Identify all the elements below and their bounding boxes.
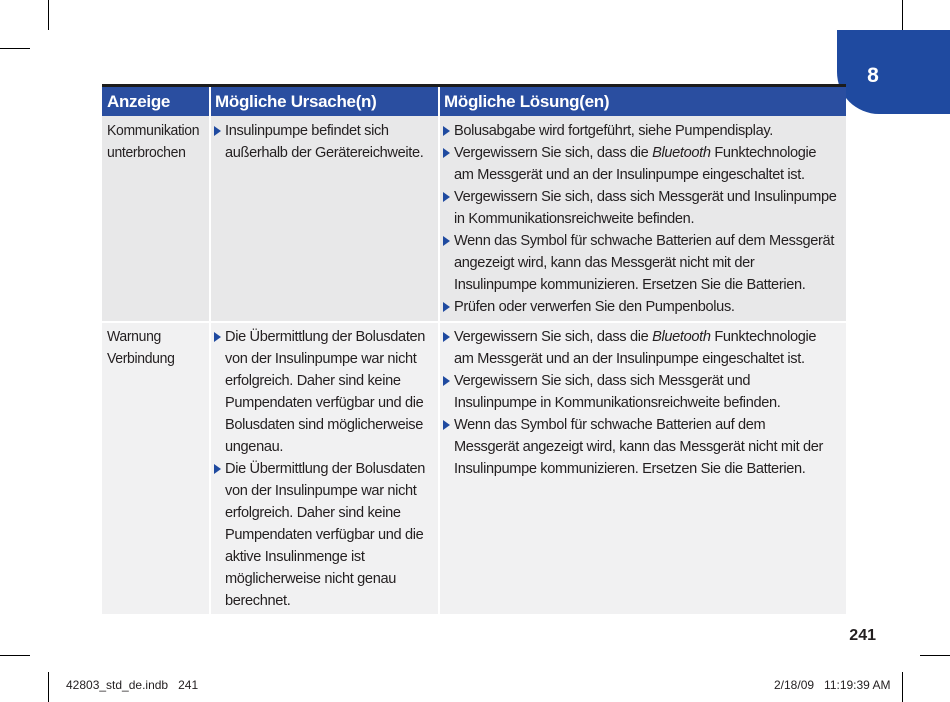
- solution-item: [441, 230, 846, 296]
- slug-right: 2/18/09 11:19:39 AM: [774, 678, 891, 692]
- solution-text: Bolusabgabe wird fortgeführt, siehe Pumpendisplay.: [454, 123, 773, 139]
- crop-mark: [0, 655, 30, 656]
- solution-item: [441, 370, 846, 414]
- page-number: 241: [849, 627, 876, 644]
- bullet-triangle-icon: [443, 236, 450, 246]
- cause-line: Pumpendaten verfügbar und die: [225, 395, 424, 411]
- solution-text: Prüfen oder verwerfen Sie den Pumpenbolus.: [454, 299, 735, 315]
- solution-text: Funktechnologie: [710, 145, 817, 161]
- solution-text: Vergewissern Sie sich, dass sich Messgerät und: [454, 373, 751, 389]
- row2-causes-list: [212, 326, 438, 612]
- cause-item: [212, 458, 438, 612]
- column-divider: [438, 116, 440, 321]
- column-divider: [209, 116, 211, 321]
- solution-item: [441, 186, 846, 230]
- cause-item: [212, 120, 438, 164]
- bullet-triangle-icon: [443, 148, 450, 158]
- bullet-triangle-icon: [443, 126, 450, 136]
- slug-left: 42803_std_de.indb 241: [66, 678, 199, 692]
- cause-line: Die Übermittlung der Bolusdaten: [225, 461, 426, 477]
- header-loesung: Mögliche Lösung(en): [444, 92, 610, 111]
- cause-line: Die Übermittlung der Bolusdaten: [225, 329, 426, 345]
- cause-line: Pumpendaten verfügbar und die: [225, 527, 424, 543]
- solution-item: [441, 296, 846, 318]
- cause-line: Insulinpumpe befindet sich: [225, 123, 389, 139]
- bullet-triangle-icon: [443, 192, 450, 202]
- solution-text: Wenn das Symbol für schwache Batterien auf dem Messgerät: [454, 233, 835, 249]
- solution-text: Vergewissern Sie sich, dass sich Messgerät und Insulinpumpe: [454, 189, 837, 205]
- crop-mark: [920, 655, 950, 656]
- solution-text: Vergewissern Sie sich, dass die: [454, 145, 653, 161]
- chapter-number: 8: [867, 64, 879, 87]
- solution-item: [441, 326, 846, 370]
- bullet-triangle-icon: [443, 420, 450, 430]
- cause-item: [212, 326, 438, 458]
- solution-text: am Messgerät und an der Insulinpumpe eingeschaltet ist.: [454, 351, 805, 367]
- cause-line: erfolgreich. Daher sind keine: [225, 505, 401, 521]
- row1-display: [107, 120, 207, 164]
- bullet-triangle-icon: [214, 464, 221, 474]
- cause-line: berechnet.: [225, 593, 291, 609]
- solution-text: Insulinpumpe kommunizieren. Ersetzen Sie die Batterien.: [454, 277, 806, 293]
- solution-item: [441, 414, 846, 480]
- solution-text: Insulinpumpe in Kommunikationsreichweite befinden.: [454, 395, 781, 411]
- cause-line: erfolgreich. Daher sind keine: [225, 373, 401, 389]
- column-divider: [209, 323, 211, 614]
- cause-line: Bolusdaten sind möglicherweise: [225, 417, 423, 433]
- row2-display: [107, 326, 207, 370]
- bullet-triangle-icon: [443, 332, 450, 342]
- solution-text: Wenn das Symbol für schwache Batterien auf dem: [454, 417, 766, 433]
- solution-text: angezeigt wird, kann das Messgerät nicht mit der: [454, 255, 755, 271]
- solution-italic-term: Bluetooth: [652, 329, 711, 345]
- header-ursache: Mögliche Ursache(n): [215, 92, 377, 111]
- crop-mark: [902, 0, 903, 30]
- header-divider: [209, 87, 211, 116]
- header-anzeige: Anzeige: [107, 92, 171, 111]
- row1-causes-list: [212, 120, 438, 164]
- header-divider: [438, 87, 440, 116]
- row2-display-line: Verbindung: [107, 351, 175, 367]
- row2-solutions-list: [441, 326, 846, 480]
- cause-line: aktive Insulinmenge ist: [225, 549, 365, 565]
- bullet-triangle-icon: [214, 332, 221, 342]
- crop-mark: [0, 48, 30, 49]
- crop-mark: [48, 0, 49, 30]
- row1-display-line: Kommunikation: [107, 123, 200, 139]
- solution-italic-term: Bluetooth: [652, 145, 711, 161]
- solution-item: [441, 120, 846, 142]
- solution-text: in Kommunikationsreichweite befinden.: [454, 211, 695, 227]
- solution-text: am Messgerät und an der Insulinpumpe eingeschaltet ist.: [454, 167, 805, 183]
- bullet-triangle-icon: [443, 302, 450, 312]
- solution-text: Messgerät angezeigt wird, kann das Messgerät nicht mit der: [454, 439, 824, 455]
- solution-text: Funktechnologie: [710, 329, 817, 345]
- bullet-triangle-icon: [214, 126, 221, 136]
- cause-line: möglicherweise nicht genau: [225, 571, 396, 587]
- solution-text: Insulinpumpe kommunizieren. Ersetzen Sie die Batterien.: [454, 461, 806, 477]
- row1-solutions-list: [441, 120, 846, 318]
- bullet-triangle-icon: [443, 376, 450, 386]
- solution-item: [441, 142, 846, 186]
- row1-display-line: unterbrochen: [107, 145, 186, 161]
- column-divider: [438, 323, 440, 614]
- crop-mark: [48, 672, 49, 702]
- chapter-tab: [837, 30, 950, 114]
- cause-line: ungenau.: [225, 439, 284, 455]
- crop-mark: [902, 672, 903, 702]
- solution-text: Vergewissern Sie sich, dass die: [454, 329, 653, 345]
- cause-line: von der Insulinpumpe war nicht: [225, 483, 417, 499]
- cause-line: von der Insulinpumpe war nicht: [225, 351, 417, 367]
- cause-line: außerhalb der Gerätereichweite.: [225, 145, 424, 161]
- row2-display-line: Warnung: [107, 329, 161, 345]
